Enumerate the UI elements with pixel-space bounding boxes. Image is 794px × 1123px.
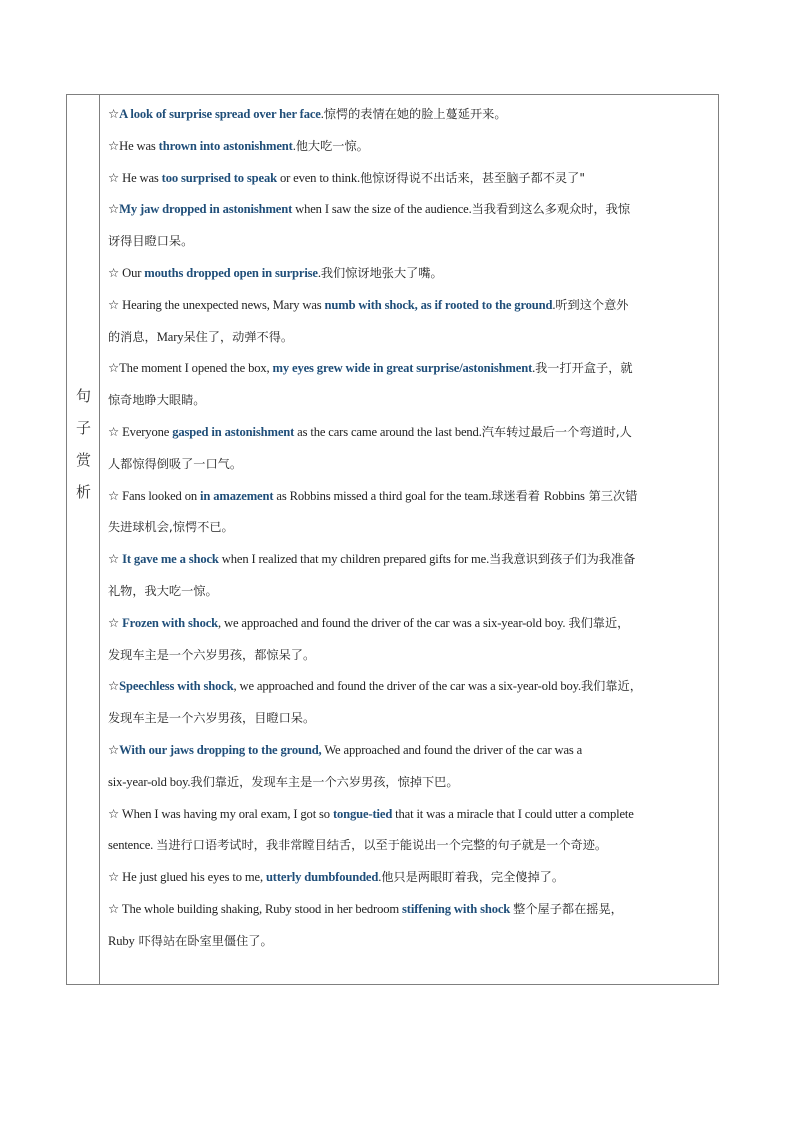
english-text: , we approached and found the driver of the car was a six-year-old boy.: [233, 679, 581, 694]
english-text: .: [320, 107, 324, 121]
sentence-line: [108, 163, 713, 195]
chinese-translation: 他大吃一惊。: [295, 138, 369, 153]
chinese-translation: 我们靠近，: [580, 679, 642, 694]
chinese-translation: 发现车主是一个六岁男孩，目瞪口呆。: [108, 711, 316, 726]
english-text: We approached and found the driver of the car was a: [321, 742, 583, 757]
english-text: ☆: [108, 552, 123, 567]
side-label-cell: [67, 95, 100, 984]
sentence-line: [108, 640, 713, 672]
key-phrase: numb with shock, as if rooted to the ground: [324, 297, 553, 312]
english-text: ☆The moment I opened the box,: [108, 361, 273, 376]
sentence-line: [108, 608, 713, 640]
english-text: six-year-old boy.: [108, 774, 191, 789]
key-phrase: my eyes grew wide in great surprise/astonishment: [272, 361, 533, 376]
chinese-translation: 我们靠近，: [568, 615, 630, 630]
sentence-line: [108, 576, 713, 608]
side-label-char: 句: [75, 387, 91, 405]
chinese-translation: 我一打开盒子，就: [535, 361, 633, 376]
english-text: .: [532, 361, 536, 376]
sentence-line: [108, 830, 713, 862]
chinese-translation: 当我意识到孩子们为我准备: [489, 552, 636, 567]
sentence-line: [108, 99, 713, 131]
english-text: ☆He was: [108, 138, 159, 153]
sentence-line: [108, 894, 713, 926]
sentence-line: [108, 481, 713, 513]
english-text: ☆ Everyone: [108, 424, 173, 439]
english-text: , we approached and found the driver of the car was a six-year-old boy.: [218, 615, 569, 630]
sentence-line: [108, 258, 713, 290]
english-text: Robbins: [543, 488, 585, 503]
key-phrase: mouths dropped open in surprise: [144, 265, 318, 280]
chinese-translation: 礼物，我大吃一惊。: [108, 583, 218, 598]
english-text: as the cars came around the last bend.: [294, 424, 482, 439]
english-text: ☆ When I was having my oral exam, I got so: [108, 806, 333, 821]
chinese-translation: 整个屋子都在摇晃，: [513, 901, 623, 916]
chinese-translation: 听到这个意外: [555, 297, 629, 312]
chinese-translation: 当进行口语考试时，我非常瞠目结舌，以至于能说出一个完整的句子就是一个奇迹。: [156, 838, 608, 853]
chinese-translation: 发现车主是一个六岁男孩，都惊呆了。: [108, 647, 316, 662]
sentence-line: [108, 449, 713, 481]
key-phrase: tongue-tied: [332, 806, 393, 821]
sentence-line: [108, 799, 713, 831]
sentence-line: [108, 544, 713, 576]
key-phrase: My jaw dropped in astonishment: [119, 202, 293, 217]
english-text: .: [552, 297, 556, 312]
english-text: ☆: [108, 107, 120, 121]
key-phrase: It gave me a shock: [122, 552, 219, 567]
english-text: that it was a miracle that I could utter a complete: [392, 806, 634, 821]
english-text: Mary: [156, 329, 184, 344]
english-text: .: [317, 265, 321, 280]
english-text: ☆ He was: [108, 170, 162, 185]
sentence-line: [108, 671, 713, 703]
sentence-line: [108, 385, 713, 417]
chinese-translation: 惊奇地睁大眼睛。: [108, 393, 206, 408]
sentence-list: [108, 99, 713, 958]
sentence-line: [108, 226, 713, 258]
key-phrase: too surprised to speak: [161, 170, 277, 185]
english-text: as Robbins missed a third goal for the team.: [273, 488, 492, 503]
chinese-translation: 汽车转过最后一个弯道时,人: [481, 424, 632, 439]
side-label-char: 析: [75, 483, 91, 501]
english-text: ☆ Hearing the unexpected news, Mary was: [108, 297, 325, 312]
sentence-table: [66, 94, 719, 985]
sentence-line: [108, 194, 713, 226]
chinese-translation: 讶得目瞪口呆。: [108, 234, 194, 249]
sentence-line: [108, 417, 713, 449]
sentence-line: [108, 767, 713, 799]
sentence-line: [108, 131, 713, 163]
chinese-translation: 吓得站在卧室里僵住了。: [134, 933, 273, 948]
english-text: .: [292, 138, 296, 153]
english-text: Ruby: [108, 933, 135, 948]
english-text: or even to think.: [276, 170, 360, 185]
sentence-line: [108, 703, 713, 735]
side-label-char: 赏: [75, 451, 91, 469]
key-phrase: Speechless with shock: [119, 679, 234, 694]
english-text: ☆: [108, 615, 123, 630]
chinese-translation: 失进球机会,惊愕不已。: [108, 520, 234, 535]
chinese-translation: 呆住了，动弹不得。: [183, 329, 294, 344]
key-phrase: utterly dumbfounded: [265, 870, 379, 885]
key-phrase: Frozen with shock: [122, 615, 219, 630]
chinese-translation: 我们靠近，发现车主是一个六岁男孩，惊掉下巴。: [190, 774, 459, 789]
english-text: sentence.: [108, 838, 157, 853]
english-text: ☆ He just glued his eyes to me,: [108, 870, 266, 885]
sentence-line: [108, 862, 713, 894]
sentence-line: [108, 512, 713, 544]
chinese-translation: 球迷看着: [491, 488, 544, 503]
sentence-line: [108, 735, 713, 767]
english-text: .: [378, 870, 382, 885]
sentence-line: [108, 353, 713, 385]
chinese-translation: 第三次错: [584, 488, 638, 503]
chinese-translation: 的消息，: [108, 329, 157, 344]
english-text: ☆ Fans looked on: [108, 488, 200, 503]
chinese-translation: 他只是两眼盯着我，完全傻掉了。: [381, 870, 565, 885]
sentence-line: [108, 926, 713, 958]
key-phrase: gasped in astonishment: [172, 424, 295, 439]
chinese-translation: 人都惊得倒吸了一口气。: [108, 456, 243, 471]
english-text: when I realized that my children prepared gifts for me.: [218, 552, 490, 567]
english-text: ☆: [108, 202, 120, 217]
sentence-line: [108, 322, 713, 354]
key-phrase: With our jaws dropping to the ground,: [119, 742, 322, 757]
key-phrase: thrown into astonishment: [158, 138, 293, 153]
chinese-translation: 我们惊讶地张大了嘴。: [320, 265, 443, 280]
side-label-char: 子: [75, 419, 91, 437]
chinese-translation: 当我看到这么多观众时，我惊: [471, 202, 631, 217]
chinese-translation: 惊愕的表情在她的脸上蔓延开来。: [323, 107, 507, 121]
english-text: ☆: [108, 742, 120, 757]
english-text: ☆ Our: [108, 265, 145, 280]
english-text: when I saw the size of the audience.: [292, 202, 472, 217]
chinese-translation: 他惊讶得说不出话来，甚至脑子都不灵了": [359, 170, 585, 185]
english-text: ☆: [108, 679, 120, 694]
english-text: ☆ The whole building shaking, Ruby stood in her bedroom: [108, 901, 403, 916]
key-phrase: A look of surprise spread over her face: [119, 107, 321, 121]
key-phrase: stiffening with shock: [402, 901, 511, 916]
sentence-line: [108, 290, 713, 322]
key-phrase: in amazement: [200, 488, 274, 503]
